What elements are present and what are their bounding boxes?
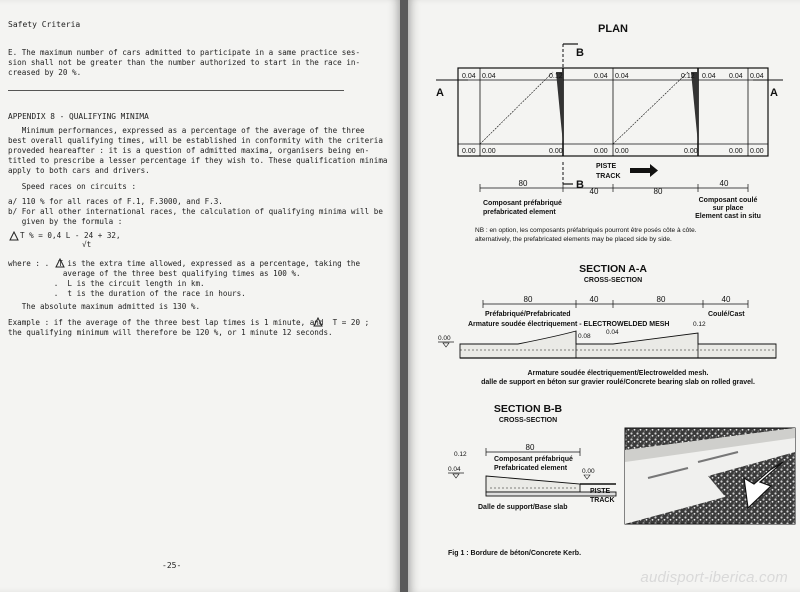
intro-line-5: apply to both cars and drivers.	[8, 166, 150, 175]
plan-note: alternatively, the prefabricated elements may be placed side by side.	[475, 236, 672, 243]
plan-label-cast: Composant coulé	[698, 197, 758, 204]
arrow-right-icon	[630, 164, 658, 177]
divider	[8, 90, 344, 91]
plan-top-value: 0.04	[594, 73, 608, 80]
rule-e-line-2: sion shall not be greater than the number authorized to start in the race in-	[8, 58, 361, 67]
appendix-title: APPENDIX 8 - QUALIFYING MINIMA	[8, 112, 149, 121]
speed-races: Speed races on circuits :	[8, 182, 137, 191]
kerb-photo	[625, 428, 795, 524]
item-b-line-2: given by the formula :	[8, 217, 123, 226]
section-b-marker: B	[576, 47, 584, 59]
formula: T % = 0,4 L - 24 + 32,	[20, 231, 121, 240]
rule-e-line-3: creased by 20 %.	[8, 68, 82, 77]
plan-top-value: 0.12	[549, 73, 563, 80]
fig-caption: Fig 1 : Bordure de béton/Concrete Kerb.	[448, 550, 582, 557]
intro-line-1: Minimum performances, expressed as a percentage of the average of the three	[8, 126, 365, 135]
plan-bottom-value: 0.00	[684, 148, 698, 155]
plan-label-cast: Element cast in situ	[695, 213, 761, 220]
plan-bottom-value: 0.00	[549, 148, 563, 155]
formula-denominator: √t	[82, 240, 92, 249]
section-bb-title: SECTION B-B	[493, 403, 563, 415]
plan-bottom-value: 0.00	[594, 148, 608, 155]
section-a-marker: A	[770, 87, 778, 99]
aa-dim: 40	[589, 295, 599, 304]
bb-dim: 80	[525, 443, 535, 452]
plan-wedge	[556, 72, 563, 144]
item-b-line-1: b/ For all other international races, the calculation of qualifying minima will be	[8, 207, 383, 216]
plan-top-value: 0.04	[750, 73, 764, 80]
delta-icon	[313, 317, 323, 327]
where-line-4: . t is the duration of the race in hours.	[8, 289, 246, 298]
aa-label-cast: Coulé/Cast	[708, 311, 745, 318]
absolute-max: The absolute maximum admitted is 130 %.	[8, 302, 201, 311]
plan-top-value: 0.04	[615, 73, 629, 80]
bb-value: 0.00	[582, 468, 595, 475]
watermark: audisport-iberica.com	[640, 569, 788, 586]
aa-dim: 40	[721, 295, 731, 304]
plan-dim: 80	[653, 187, 663, 196]
plan-top-value: 0.04	[729, 73, 743, 80]
running-header: Safety Criteria	[8, 20, 81, 29]
plan-dim: 40	[719, 179, 729, 188]
plan-piste: PISTE	[596, 163, 617, 170]
item-a: a/ 110 % for all races of F.1, F.3000, and F.3.	[8, 197, 223, 206]
aa-caption: Armature soudée électriquement/Electrowelded mesh.	[527, 370, 709, 377]
bb-value: 0.04	[448, 466, 461, 473]
kerb-diagram	[408, 0, 800, 592]
level-marker-icon	[443, 343, 449, 347]
aa-value: 0.00	[438, 335, 451, 342]
aa-caption: dalle de support en béton sur gravier roulé/Concrete bearing slab on rolled gravel.	[481, 379, 755, 386]
plan-top-value: 0.04	[482, 73, 496, 80]
example-line-2: the qualifying minimum will therefore be 120 %, or 1 minute 12 seconds.	[8, 328, 333, 337]
plan-note: NB : en option, les composants préfabriqués pourront être posés côte à côte.	[475, 227, 697, 234]
where-line-2: average of the three best qualifying times as 100 %.	[8, 269, 301, 278]
bb-piste: PISTE	[590, 488, 611, 495]
plan-bottom-value: 0.00	[482, 148, 496, 155]
delta-icon	[55, 258, 65, 268]
bb-label-prefab: Prefabricated element	[494, 465, 568, 472]
section-b-marker: B	[576, 179, 584, 191]
plan-top-value: 0.12	[681, 73, 695, 80]
bb-slab-label: Dalle de support/Base slab	[478, 504, 568, 511]
intro-line-3: proveded heareafter : it is a question of admitted maxima, organisers being en-	[8, 146, 370, 155]
aa-label-prefab: Préfabriqué/Prefabricated	[485, 311, 571, 318]
aa-label-mesh: Armature soudée électriquement - ELECTROWELDED MESH	[468, 321, 670, 328]
plan-bottom-value: 0.00	[615, 148, 629, 155]
aa-value: 0.08	[578, 333, 591, 340]
intro-line-2: best overall qualifying times, will be established in conformity with the criteria	[8, 136, 383, 145]
aa-value: 0.04	[606, 329, 619, 336]
plan-top-value: 0.04	[462, 73, 476, 80]
example-line-1: Example : if the average of the three best lap times is 1 minute, and T = 20 ;	[8, 318, 370, 327]
plan-diagonal	[480, 72, 553, 144]
where-line-3: . L is the circuit length in km.	[8, 279, 205, 288]
plan-bottom-value: 0.00	[750, 148, 764, 155]
section-a-marker: A	[436, 87, 444, 99]
bb-value: 0.12	[454, 451, 467, 458]
plan-dim: 40	[589, 187, 599, 196]
plan-track: TRACK	[596, 173, 621, 180]
bb-profile	[486, 476, 580, 492]
section-bb-subtitle: CROSS-SECTION	[498, 417, 558, 424]
bb-label-prefab: Composant préfabriqué	[494, 456, 573, 463]
level-marker-icon	[453, 474, 459, 478]
plan-wedge	[691, 72, 698, 144]
bb-track: TRACK	[590, 497, 615, 504]
plan-label-prefab: Composant préfabriqué	[483, 200, 562, 207]
section-aa-title: SECTION A-A	[579, 263, 647, 275]
aa-dim: 80	[656, 295, 666, 304]
plan-label-cast: sur place	[712, 205, 744, 212]
plan-label-prefab: prefabricated element	[483, 209, 556, 216]
plan-bottom-value: 0.00	[462, 148, 476, 155]
section-aa-subtitle: CROSS-SECTION	[583, 277, 643, 284]
plan-top-value: 0.04	[702, 73, 716, 80]
page-number: -25-	[162, 561, 182, 570]
aa-value: 0.12	[693, 321, 706, 328]
plan-title: PLAN	[598, 23, 628, 35]
intro-line-4: titled to prescribe a lesser percentage if they wish to. These qualification minima	[8, 156, 388, 165]
delta-icon	[9, 231, 19, 241]
plan-diagonal	[613, 72, 688, 144]
level-marker-icon	[584, 475, 590, 479]
aa-dim: 80	[523, 295, 533, 304]
rule-e-line-1: E. The maximum number of cars admitted to participate in a same practice ses-	[8, 48, 361, 57]
right-page	[408, 0, 800, 592]
plan-bottom-value: 0.00	[729, 148, 743, 155]
plan-dim: 80	[518, 179, 528, 188]
where-line-1: where : . T is the extra time allowed, expressed as a percentage, taking the	[8, 259, 361, 268]
